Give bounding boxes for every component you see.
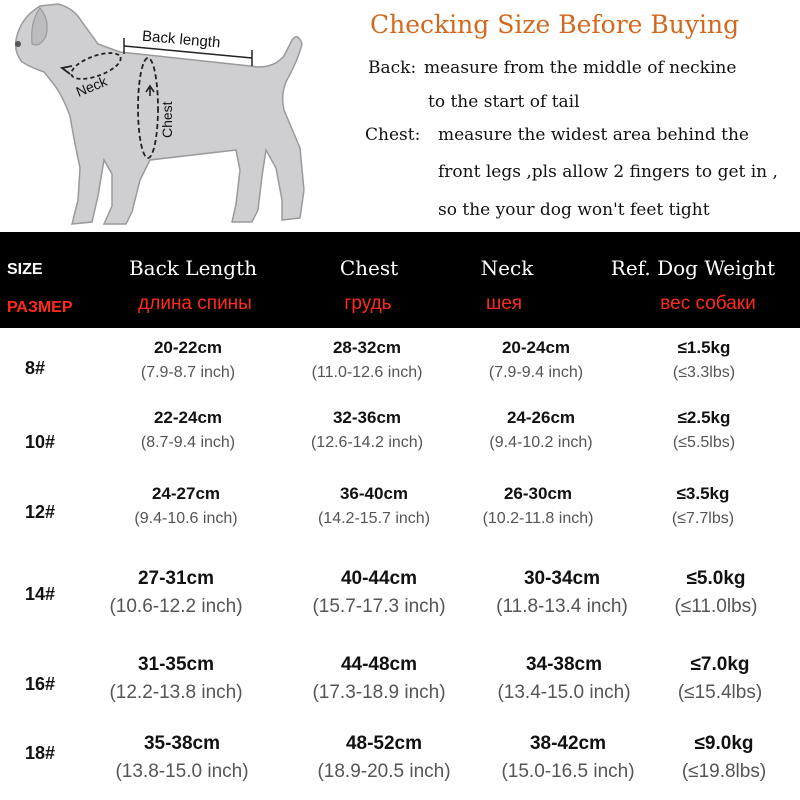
chest-cm: 28-32cm xyxy=(332,338,402,357)
neck-cell xyxy=(483,484,594,528)
weight-lbs: (≤3.3lbs) xyxy=(672,364,736,381)
weight-kg: ≤5.0kg xyxy=(686,568,746,589)
neck-inch: (9.4-10.2 inch) xyxy=(489,434,593,451)
neck-cm: 20-24cm xyxy=(501,338,571,357)
back-length-inch: (7.9-8.7 inch) xyxy=(140,364,236,381)
chest-inch: (11.0-12.6 inch) xyxy=(311,364,423,381)
measuring-guide xyxy=(0,0,800,232)
dog-measurement-diagram xyxy=(0,0,360,232)
chest-cell xyxy=(318,484,430,528)
back-length-inch: (8.7-9.4 inch) xyxy=(140,434,236,451)
neck-cm: 30-34cm xyxy=(523,568,601,589)
back-length-cm: 27-31cm xyxy=(137,568,215,589)
chest-cell xyxy=(312,338,423,382)
neck-cell xyxy=(489,338,583,382)
chest-cm: 44-48cm xyxy=(340,654,418,675)
back-length-cm: 22-24cm xyxy=(153,408,223,427)
neck-cell xyxy=(501,733,634,783)
back-length-inch: (10.6-12.2 inch) xyxy=(109,596,243,617)
back-length-inch: (9.4-10.6 inch) xyxy=(134,510,238,527)
header-back-length-ru: длина спины xyxy=(138,293,252,314)
neck-inch: (11.8-13.4 inch) xyxy=(496,596,628,617)
weight-lbs: (≤11.0lbs) xyxy=(674,596,758,617)
weight-cell xyxy=(682,733,766,783)
neck-cm: 24-26cm xyxy=(506,408,576,427)
back-length-cm: 24-27cm xyxy=(151,484,221,503)
weight-cell xyxy=(673,408,735,452)
weight-kg: ≤3.5kg xyxy=(676,484,730,503)
chest-key-label: Chest: xyxy=(365,125,421,145)
back-length-cell xyxy=(109,654,242,704)
neck-cell xyxy=(496,568,628,618)
chest-cm: 32-36cm xyxy=(332,408,402,427)
weight-kg: ≤1.5kg xyxy=(677,338,731,357)
chest-inch: (12.6-14.2 inch) xyxy=(310,434,424,451)
row-size-label: 12# xyxy=(25,502,56,522)
chest-cm: 48-52cm xyxy=(345,733,423,754)
header-chest-ru: грудь xyxy=(344,293,392,314)
row-size-label: 8# xyxy=(25,358,46,378)
weight-lbs: (≤5.5lbs) xyxy=(672,434,736,451)
weight-cell xyxy=(673,338,735,382)
diagram-label-chest: Chest xyxy=(159,101,175,138)
back-length-cell xyxy=(141,408,235,452)
chest-cell xyxy=(311,408,423,452)
chest-cm: 36-40cm xyxy=(339,484,409,503)
header-weight-en: Ref. Dog Weight xyxy=(610,256,776,280)
header-weight-ru: вес собаки xyxy=(660,293,756,314)
back-length-inch: (12.2-13.8 inch) xyxy=(109,682,243,703)
weight-lbs: (≤19.8lbs) xyxy=(681,761,767,782)
chest-instruction-line-2: front legs ,pls allow 2 fingers to get in , xyxy=(438,162,778,182)
chest-instruction-line-3: so the your dog won't feet tight xyxy=(438,200,710,220)
back-length-cm: 20-22cm xyxy=(153,338,223,357)
neck-cell xyxy=(497,654,630,704)
chest-inch: (17.3-18.9 inch) xyxy=(312,682,446,703)
diagram-label-back: Back length xyxy=(141,27,222,52)
header-neck-en: Neck xyxy=(480,256,534,280)
neck-inch: (15.0-16.5 inch) xyxy=(501,761,635,782)
header-neck-ru: шея xyxy=(485,293,523,314)
neck-inch: (10.2-11.8 inch) xyxy=(482,510,594,527)
chest-inch: (15.7-17.3 inch) xyxy=(312,596,446,617)
row-size-label: 18# xyxy=(25,743,56,763)
neck-inch: (7.9-9.4 inch) xyxy=(488,364,584,381)
chest-instruction-line-1: measure the widest area behind the xyxy=(438,125,749,145)
chest-cell xyxy=(312,654,445,704)
neck-inch: (13.4-15.0 inch) xyxy=(497,682,631,703)
back-length-cell xyxy=(109,568,242,618)
neck-cell xyxy=(489,408,592,452)
weight-lbs: (≤15.4lbs) xyxy=(677,682,763,703)
weight-lbs: (≤7.7lbs) xyxy=(671,510,735,527)
neck-cm: 34-38cm xyxy=(525,654,603,675)
weight-cell xyxy=(678,654,762,704)
row-size-label: 10# xyxy=(25,432,56,452)
weight-kg: ≤7.0kg xyxy=(690,654,750,675)
chest-inch: (14.2-15.7 inch) xyxy=(317,510,431,527)
header-back-length-en: Back Length xyxy=(128,256,258,280)
row-size-label: 16# xyxy=(25,674,56,694)
diagram-label-neck: Neck xyxy=(73,72,110,100)
header-size-en: SIZE xyxy=(7,261,43,278)
back-key-label: Back: xyxy=(368,58,417,78)
weight-kg: ≤2.5kg xyxy=(677,408,731,427)
back-length-inch: (13.8-15.0 inch) xyxy=(115,761,249,782)
guide-title: Checking Size Before Buying xyxy=(370,10,740,39)
weight-kg: ≤9.0kg xyxy=(694,733,754,754)
row-size-label: 14# xyxy=(25,584,56,604)
header-size-ru: РАЗМЕР xyxy=(7,299,73,316)
back-length-cell xyxy=(134,484,237,528)
chest-cm: 40-44cm xyxy=(340,568,418,589)
header-chest-en: Chest xyxy=(339,256,399,280)
chest-inch: (18.9-20.5 inch) xyxy=(317,761,451,782)
back-length-cm: 31-35cm xyxy=(137,654,215,675)
chest-cell xyxy=(317,733,450,783)
neck-cm: 26-30cm xyxy=(503,484,573,503)
chest-cell xyxy=(312,568,445,618)
back-length-cm: 35-38cm xyxy=(143,733,221,754)
back-instruction-line-1: measure from the middle of neckine xyxy=(424,58,737,78)
weight-cell xyxy=(672,484,734,528)
weight-cell xyxy=(675,568,758,618)
neck-cm: 38-42cm xyxy=(529,733,607,754)
back-instruction-line-2: to the start of tail xyxy=(428,92,580,112)
back-length-cell xyxy=(141,338,235,382)
back-length-cell xyxy=(115,733,248,783)
